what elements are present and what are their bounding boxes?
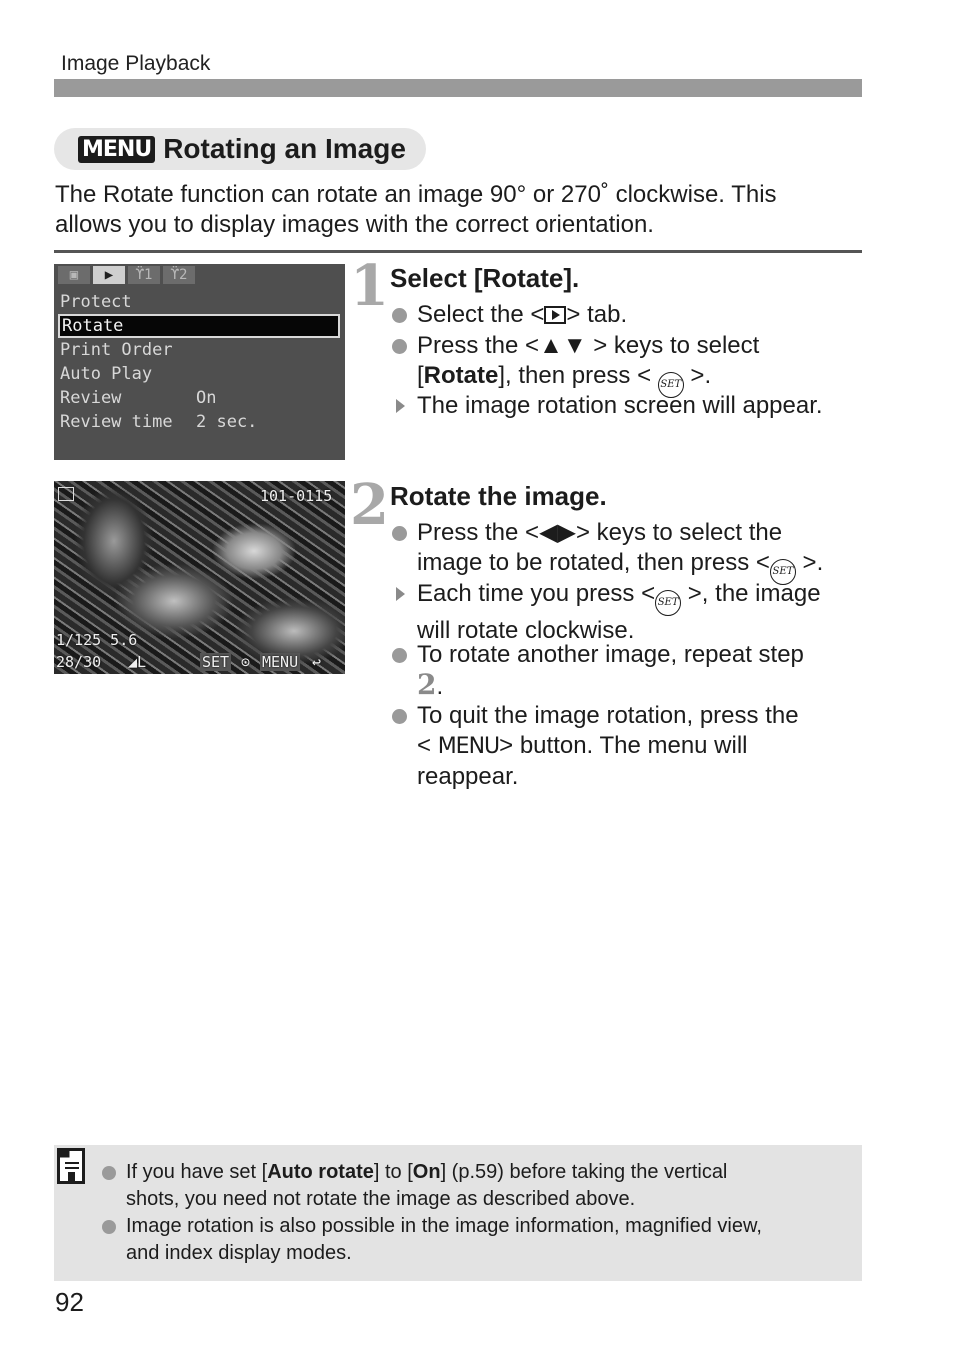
set-button-icon: SET [770, 559, 796, 585]
bullet-icon [392, 339, 407, 354]
menu-button-icon: MENU [437, 734, 500, 759]
bullet-icon [392, 709, 407, 724]
result-arrow-icon [396, 399, 405, 413]
setup1-tab-icon: ϔ1 [128, 266, 160, 284]
quality-icon: ◢L [128, 653, 147, 671]
camera-tab-icon: ▣ [58, 266, 90, 284]
intro-line-2: allows you to display images with the correct orientation. [55, 211, 654, 238]
return-icon: ↩ [312, 653, 322, 671]
bullet-icon [392, 648, 407, 663]
step-2-title: Rotate the image. [390, 481, 607, 511]
protect-icon [58, 487, 74, 501]
result-arrow-icon [396, 587, 405, 601]
lcd-menu-value: 2 sec. [196, 412, 258, 432]
step-2-number: 2 [350, 472, 389, 538]
lcd-menu-item-selected: Rotate [58, 314, 340, 338]
frame-count: 28/30 [56, 653, 102, 671]
memo-icon [57, 1148, 85, 1184]
page-number: 92 [55, 1287, 84, 1317]
menu-icon: MENU [78, 136, 155, 163]
set-label: SET [202, 653, 230, 671]
lcd-menu-screenshot [54, 264, 345, 460]
exposure-readout: 1/125 5.6 [56, 631, 138, 649]
lcd-menu-item: Review On [60, 388, 217, 408]
lcd-menu-value: On [196, 388, 217, 408]
section-header: Image Playback [61, 52, 211, 75]
lcd-playback-screenshot [54, 481, 345, 674]
page-title: Rotating an Image [163, 133, 406, 164]
bullet-icon [102, 1220, 116, 1234]
bullet-icon [102, 1166, 116, 1180]
playback-tab-icon [544, 306, 566, 324]
set-button-icon: SET [655, 590, 681, 616]
header-bar [54, 79, 862, 97]
rotate-icon: ⊙ [241, 653, 251, 671]
step-1-number: 1 [350, 253, 389, 319]
section-title-pill [54, 128, 426, 170]
lcd-tab-bar [58, 266, 198, 284]
intro-line-1: The Rotate function can rotate an image 90° or 270˚ clockwise. This [55, 181, 777, 208]
note-box: If you have set [Auto rotate] to [On] (p.59) before taking the vertical shots, you need not rotate the image as described above. Image rotation is also possible in the image information, magnified view, and index display modes. [54, 1145, 862, 1281]
setup2-tab-icon: ϔ2 [163, 266, 195, 284]
lcd-menu-item: Print Order [60, 340, 173, 360]
divider [54, 250, 862, 253]
bullet-icon [392, 308, 407, 323]
step-1-title: Select [Rotate]. [390, 263, 580, 293]
intro-paragraph [55, 180, 855, 240]
set-button-icon: SET [658, 372, 684, 398]
lcd-menu-item: Review time 2 sec. [60, 412, 258, 432]
playback-tab-icon: ▶ [93, 266, 125, 284]
lcd-menu-item: Protect [60, 292, 132, 312]
bullet-icon [392, 526, 407, 541]
menu-label: MENU [262, 653, 299, 671]
lcd-menu-item: Auto Play [60, 364, 153, 384]
file-number: 101-0115 [260, 487, 333, 505]
step-reference: 2 [417, 668, 437, 701]
